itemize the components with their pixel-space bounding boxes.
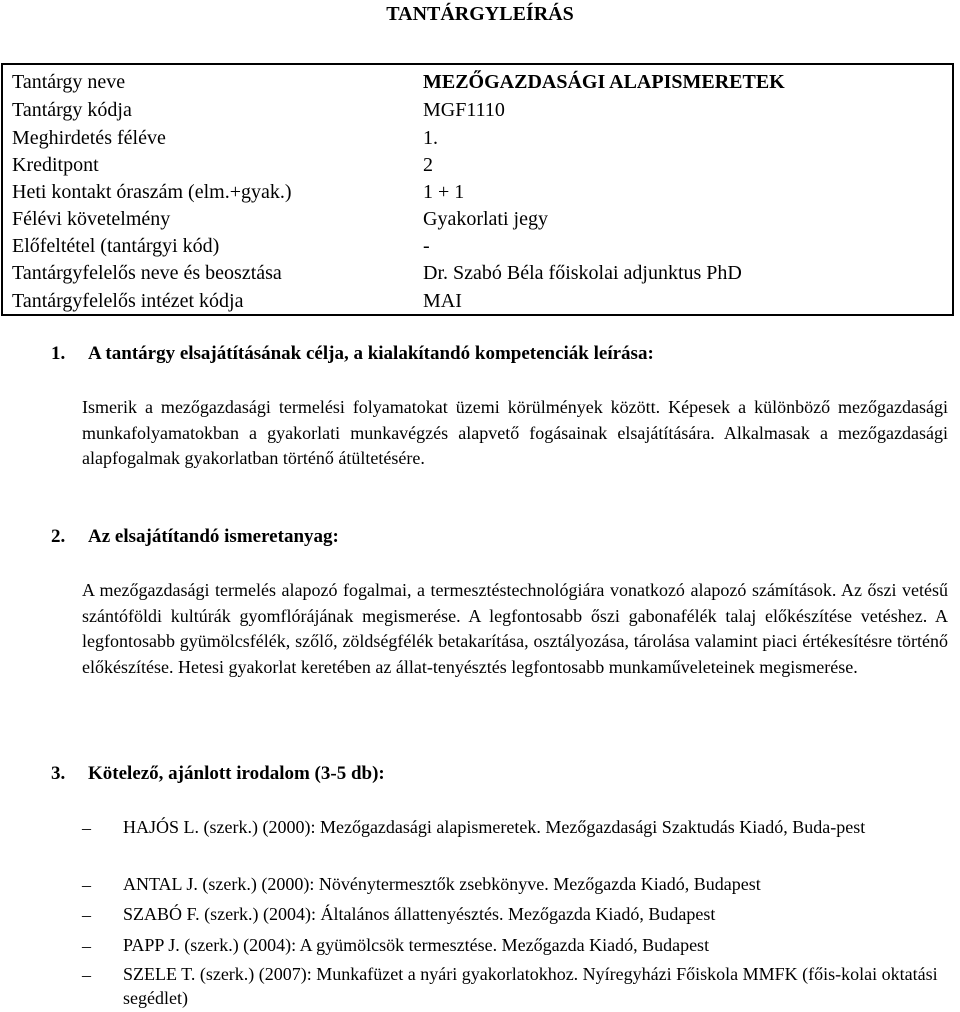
reference-text: ANTAL J. (szerk.) (2000): Növénytermesztők zsebkönyve. Mezőgazda Kiadó, Budapest bbox=[123, 874, 761, 894]
info-row-contact-hours bbox=[3, 177, 952, 207]
section-number: 2. bbox=[51, 526, 66, 547]
dash-bullet: – bbox=[82, 818, 91, 838]
section-heading-1 bbox=[51, 340, 654, 368]
section-1-text: Ismerik a mezőgazdasági termelési folyamatokat üzemi körülmények között. Képesek a különböző mezőgazdasági munkafolyamatokban a gyakorlati munkavégzés alapvető fogásainak elsajátítására. Alkalmasak a mezőgazdasági alapfogalmak gyakorlatban történő átültetésére. bbox=[82, 397, 948, 468]
section-title: A tantárgy elsajátításának célja, a kialakítandó kompetenciák leírása: bbox=[88, 343, 654, 364]
info-label: Tantárgyfelelős intézet kódja bbox=[12, 290, 244, 312]
info-value: 1. bbox=[423, 127, 438, 149]
reference-item bbox=[82, 962, 942, 1010]
info-value: Gyakorlati jegy bbox=[423, 208, 548, 230]
info-row-credits bbox=[3, 150, 952, 180]
info-label: Előfeltétel (tantárgyi kód) bbox=[12, 235, 220, 257]
info-row-prerequisite bbox=[3, 231, 952, 261]
info-value: MAI bbox=[423, 290, 462, 312]
reference-text: SZABÓ F. (szerk.) (2004): Általános állattenyésztés. Mezőgazda Kiadó, Budapest bbox=[123, 904, 716, 924]
info-row-requirement bbox=[3, 204, 952, 234]
section-2-text: A mezőgazdasági termelés alapozó fogalmai, a termesztéstechnológiára vonatkozó alapozó számítások. Az őszi vetésű szántóföldi kultúrák gyomflórájának megismerése. A legfontosabb őszi gabonafélék talaj előkészítése vetéshez. A legfontosabb gyümölcsfélék, szőlő, zöldségfélék betakarítása, osztályozása, tárolása valamint piaci értékesítésre történő előkészítése. Hetesi gyakorlat keretében az állat-tenyésztés legfontosabb munkaműveleteinek megismerése. bbox=[82, 580, 948, 677]
reference-item bbox=[82, 872, 942, 896]
info-row-responsible bbox=[3, 258, 952, 288]
info-row-institute-code bbox=[3, 286, 952, 316]
section-heading-3 bbox=[51, 760, 385, 788]
reference-text: HAJÓS L. (szerk.) (2000): Mezőgazdasági alapismeretek. Mezőgazdasági Szaktudás Kiadó, Buda-pest bbox=[123, 817, 866, 837]
info-label: Kreditpont bbox=[12, 154, 99, 176]
section-number: 1. bbox=[51, 343, 66, 364]
info-value: MGF1110 bbox=[423, 99, 505, 121]
reference-text: PAPP J. (szerk.) (2004): A gyümölcsök termesztése. Mezőgazda Kiadó, Budapest bbox=[123, 935, 710, 955]
section-title: Az elsajátítandó ismeretanyag: bbox=[88, 526, 339, 547]
dash-bullet: – bbox=[82, 936, 91, 956]
reference-item bbox=[82, 815, 942, 839]
info-label: Félévi követelmény bbox=[12, 208, 171, 230]
section-number: 3. bbox=[51, 763, 66, 784]
dash-bullet: – bbox=[82, 905, 91, 925]
course-info-table bbox=[1, 63, 954, 316]
info-row-course-code bbox=[3, 95, 952, 125]
info-value: Dr. Szabó Béla főiskolai adjunktus PhD bbox=[423, 262, 742, 284]
section-title: Kötelező, ajánlott irodalom (3-5 db): bbox=[88, 763, 385, 784]
dash-bullet: – bbox=[82, 965, 91, 985]
reference-item bbox=[82, 933, 942, 957]
info-label: Heti kontakt óraszám (elm.+gyak.) bbox=[12, 181, 292, 203]
reference-item bbox=[82, 902, 942, 926]
info-value: MEZŐGAZDASÁGI ALAPISMERETEK bbox=[423, 71, 785, 93]
section-heading-2 bbox=[51, 523, 339, 551]
info-label: Tantárgy neve bbox=[12, 71, 126, 93]
info-value: - bbox=[423, 235, 430, 257]
info-label: Tantárgy kódja bbox=[12, 99, 132, 121]
info-label: Meghirdetés féléve bbox=[12, 127, 166, 149]
dash-bullet: – bbox=[82, 875, 91, 895]
info-label: Tantárgyfelelős neve és beosztása bbox=[12, 262, 282, 284]
document-title: TANTÁRGYLEÍRÁS bbox=[386, 3, 574, 25]
info-row-course-name bbox=[3, 67, 952, 97]
info-value: 2 bbox=[423, 154, 433, 176]
info-value: 1 + 1 bbox=[423, 181, 465, 203]
info-row-semester bbox=[3, 123, 952, 153]
reference-text: SZELE T. (szerk.) (2007): Munkafüzet a nyári gyakorlatokhoz. Nyíregyházi Főiskola MMFK (főis-kolai oktatási segédlet) bbox=[123, 964, 938, 1008]
